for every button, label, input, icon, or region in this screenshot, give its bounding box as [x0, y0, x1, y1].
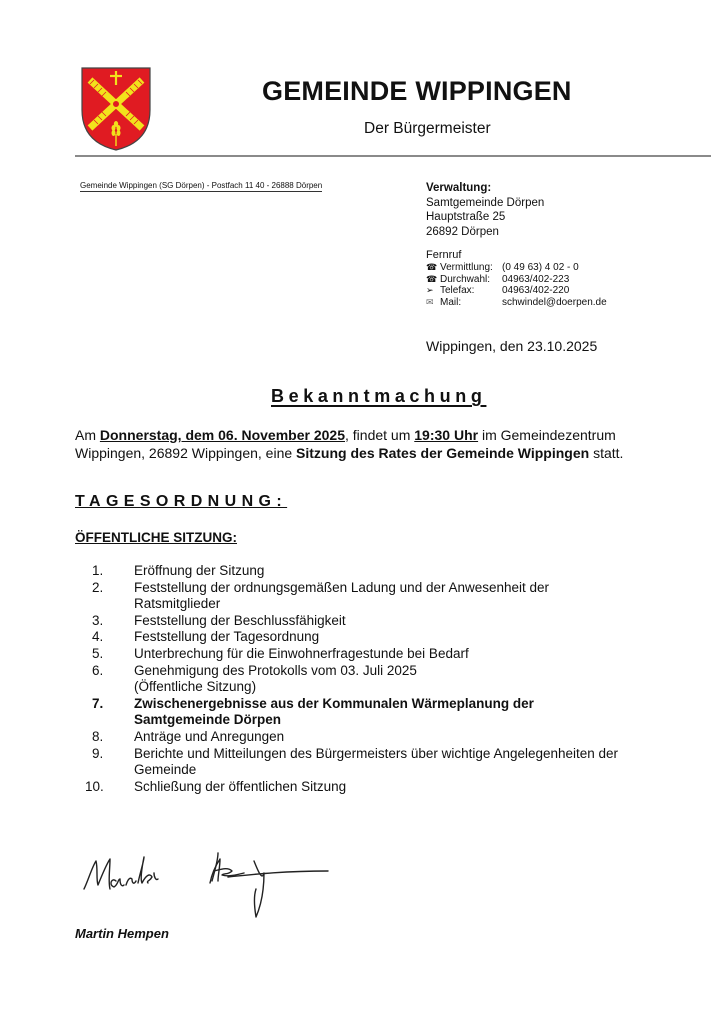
agenda-item-number: 5. — [92, 645, 104, 661]
handwritten-signature — [78, 845, 338, 930]
contact-label: Vermittlung: — [440, 262, 493, 273]
agenda-item — [84, 729, 684, 746]
contact-heading: Fernruf — [426, 249, 462, 261]
agenda-item — [84, 629, 684, 646]
intro-text: , findet um — [345, 427, 415, 443]
phone-icon: ☎ — [426, 262, 438, 272]
contact-label: Durchwahl: — [440, 273, 491, 285]
agenda-item-text: Berichte und Mitteilungen des Bürgermeisters über wichtige Angelegenheiten der Gemeinde — [134, 745, 619, 778]
intro-text: statt. — [589, 445, 624, 461]
intro-text: Am — [75, 427, 100, 443]
agenda-item-text: Unterbrechung für die Einwohnerfragestunde bei Bedarf — [134, 645, 469, 661]
municipality-title: GEMEINDE WIPPINGEN — [262, 76, 572, 106]
agenda-item — [84, 563, 684, 580]
contact-row-switchboard — [426, 262, 607, 274]
mail-icon: ✉ — [426, 296, 434, 307]
agenda-item-text: Zwischenergebnisse aus der Kommunalen Wärmeplanung der Samtgemeinde Dörpen — [134, 695, 534, 728]
contact-row-mail — [426, 297, 607, 309]
contact-row-fax — [426, 285, 607, 297]
agenda-item-text: Feststellung der ordnungsgemäßen Ladung und der Anwesenheit der Ratsmitglieder — [134, 579, 550, 612]
administration-name: Samtgemeinde Dörpen — [426, 196, 545, 209]
agenda-item — [84, 580, 684, 613]
announcement-paragraph — [75, 426, 655, 462]
contact-value[interactable]: 04963/402-220 — [502, 285, 570, 296]
administration-block — [426, 181, 544, 239]
agenda-item — [84, 646, 684, 663]
agenda-item-number: 10. — [85, 778, 104, 794]
agenda-item-text: Feststellung der Beschlussfähigkeit — [134, 612, 346, 628]
agenda-item-text: Anträge und Anregungen — [134, 728, 285, 744]
administration-heading: Verwaltung: — [426, 182, 492, 194]
contact-label: Mail: — [440, 296, 462, 308]
agenda-item-number: 9. — [92, 745, 104, 761]
agenda-item-text: Feststellung der Tagesordnung — [134, 629, 320, 645]
agenda-item-highlighted — [84, 696, 684, 729]
administration-city: 26892 Dörpen — [426, 225, 499, 238]
agenda-item-text: Eröffnung der Sitzung — [134, 563, 265, 578]
agenda-item-text: Genehmigung des Protokolls vom 03. Juli 2025 (Öffentliche Sitzung) — [134, 662, 417, 695]
public-session-heading: ÖFFENTLICHE SITZUNG: — [75, 530, 237, 545]
phone-icon: ☎ — [426, 273, 438, 284]
meeting-time: 19:30 Uhr — [414, 427, 479, 443]
agenda-list — [84, 563, 684, 795]
contact-block — [426, 249, 607, 308]
agenda-item — [84, 613, 684, 630]
agenda-heading: TAGESORDNUNG: — [75, 493, 288, 510]
signatory-name: Martin Hempen — [75, 926, 169, 941]
agenda-item-number: 1. — [92, 563, 104, 578]
agenda-item — [84, 746, 684, 779]
date-line: Wippingen, den 23.10.2025 — [426, 338, 598, 354]
agenda-item-text: Schließung der öffentlichen Sitzung — [134, 778, 347, 794]
mayor-subtitle: Der Bürgermeister — [364, 120, 491, 137]
agenda-item-number: 4. — [92, 629, 104, 645]
contact-email-link[interactable]: schwindel@doerpen.de — [502, 296, 607, 308]
administration-street: Hauptstraße 25 — [426, 211, 506, 223]
meeting-date: Donnerstag, dem 06. November 2025 — [99, 427, 345, 443]
intro-text: im Gemeindezentrum Wippingen, 26892 Wippingen, eine — [75, 427, 616, 461]
agenda-item-number: 8. — [92, 728, 104, 744]
header-divider — [75, 155, 711, 157]
contact-label: Telefax: — [440, 285, 475, 296]
agenda-item-number: 6. — [92, 662, 104, 678]
agenda-item-number: 2. — [92, 579, 104, 595]
agenda-item — [84, 779, 684, 796]
sender-address-line: Gemeinde Wippingen (SG Dörpen) - Postfach 11 40 - 26888 Dörpen — [80, 181, 323, 190]
municipal-crest-logo — [80, 66, 152, 152]
agenda-item-number: 3. — [92, 612, 104, 628]
document-title: Bekanntmachung — [271, 386, 487, 406]
contact-value[interactable]: 04963/402-223 — [502, 273, 570, 285]
contact-value[interactable]: (0 49 63) 4 02 - 0 — [502, 262, 579, 273]
meeting-name: Sitzung des Rates der Gemeinde Wippingen — [296, 445, 590, 461]
fax-arrow-icon: ➢ — [426, 285, 434, 295]
contact-row-direct — [426, 274, 607, 286]
agenda-item-number: 7. — [92, 695, 104, 711]
agenda-item — [84, 663, 684, 696]
